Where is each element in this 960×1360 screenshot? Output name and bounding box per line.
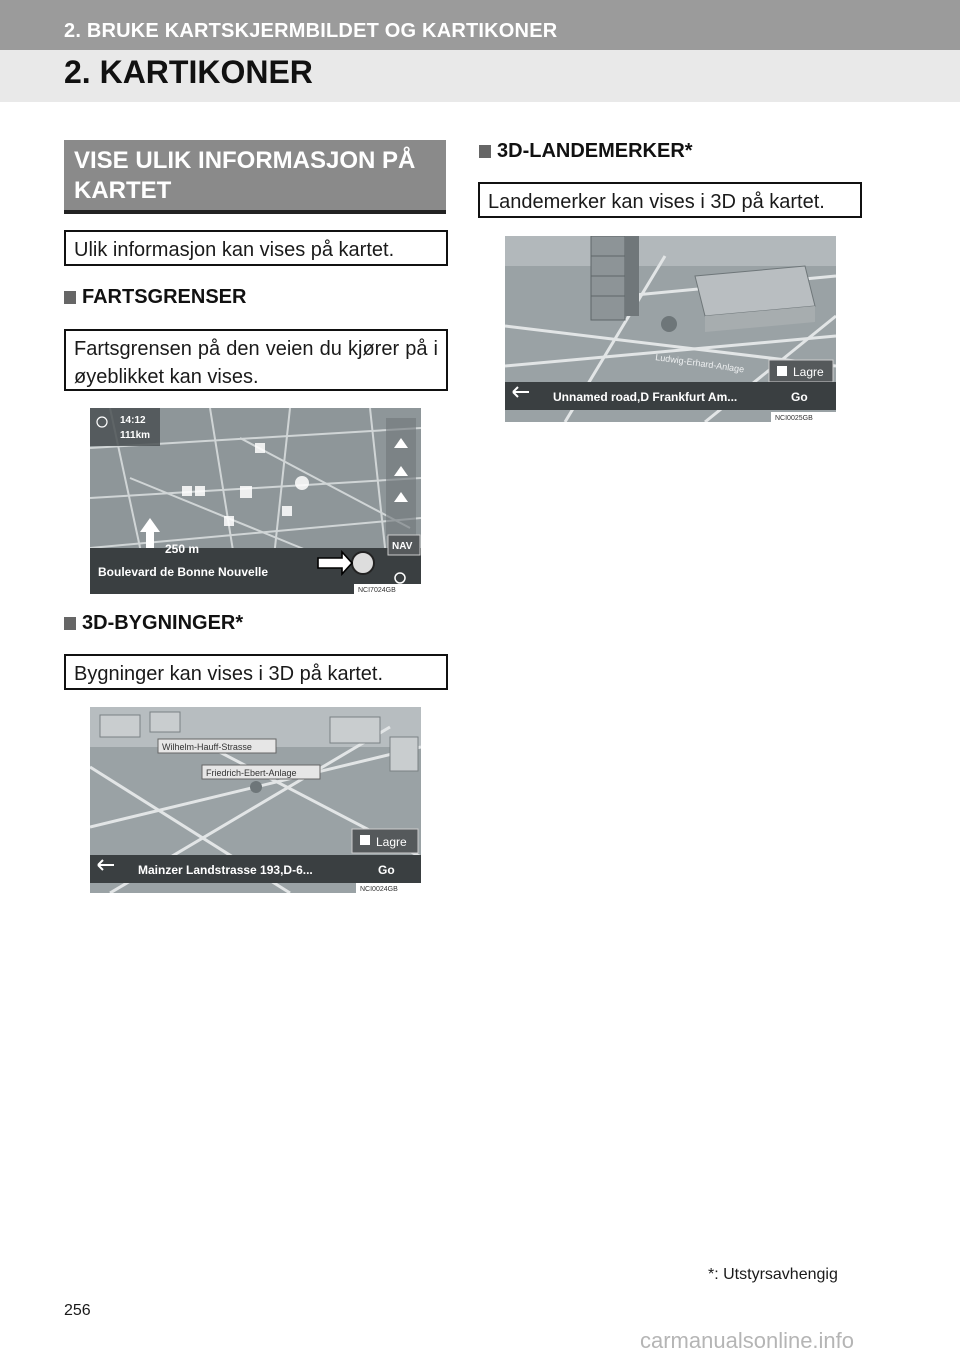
speed-heading	[64, 286, 246, 309]
map-time: 14:12	[120, 415, 146, 426]
landmarks-heading	[479, 140, 693, 163]
page-number: 256	[64, 1302, 91, 1319]
heading-square-icon	[64, 291, 76, 304]
page-title: 2. KARTIKONER	[64, 54, 313, 90]
save-icon	[360, 835, 370, 845]
save-button: Lagre	[793, 365, 824, 379]
map-label-2: Friedrich-Ebert-Anlage	[206, 768, 297, 778]
go-button: Go	[791, 390, 808, 404]
landmarks-heading-text: 3D-LANDEMERKER*	[497, 140, 693, 162]
title-bar	[0, 50, 960, 102]
vehicle-position-icon	[661, 316, 677, 332]
map-label-1: Ludwig-Erhard-Anlage	[654, 352, 745, 375]
save-icon	[777, 366, 787, 376]
heading-square-icon	[479, 145, 491, 158]
landmarks-3d-map-screenshot	[505, 236, 836, 422]
save-button: Lagre	[376, 835, 407, 849]
landmark-building-icon	[695, 266, 815, 332]
vehicle-position-icon	[250, 781, 262, 793]
buildings-desc-box: Bygninger kan vises i 3D på kartet.	[64, 654, 448, 690]
buildings-3d-map-screenshot	[90, 707, 421, 893]
go-button: Go	[378, 863, 395, 877]
landmarks-desc-box: Landemerker kan vises i 3D på kartet.	[478, 182, 862, 218]
buildings-heading	[64, 612, 243, 635]
speed-limit-map-screenshot	[90, 408, 421, 594]
watermark: carmanualsonline.info	[640, 1328, 855, 1353]
section-banner: VISE ULIK INFORMASJON PÅ KARTET	[64, 140, 446, 214]
map-street: Boulevard de Bonne Nouvelle	[98, 565, 269, 579]
map-distance: 111km	[120, 430, 151, 441]
speed-heading-text: FARTSGRENSER	[82, 286, 247, 308]
buildings-heading-text: 3D-BYGNINGER*	[82, 612, 244, 634]
section-label: 2. BRUKE KARTSKJERMBILDET OG KARTIKONER	[64, 20, 558, 42]
footnote: *: Utstyrsavhengig	[708, 1266, 838, 1283]
turn-distance: 250 m	[165, 542, 200, 556]
speed-limit-sign-icon	[352, 552, 374, 574]
nav-button: NAV	[392, 541, 413, 552]
heading-square-icon	[64, 617, 76, 630]
map-street: Mainzer Landstrasse 193,D-6...	[138, 863, 313, 877]
image-code: NCI7024GB	[358, 587, 396, 594]
section-header-bar	[0, 0, 960, 50]
map-label-1: Wilhelm-Hauff-Strasse	[162, 742, 252, 752]
speed-desc-box: Fartsgrensen på den veien du kjører på i øyeblikket kan vises.	[64, 329, 448, 391]
image-code: NCI0024GB	[360, 886, 398, 893]
map-street: Unnamed road,D Frankfurt Am...	[553, 390, 738, 404]
landmark-tower-icon	[591, 236, 639, 320]
image-code: NCI0025GB	[775, 415, 813, 422]
intro-box: Ulik informasjon kan vises på kartet.	[64, 230, 448, 266]
